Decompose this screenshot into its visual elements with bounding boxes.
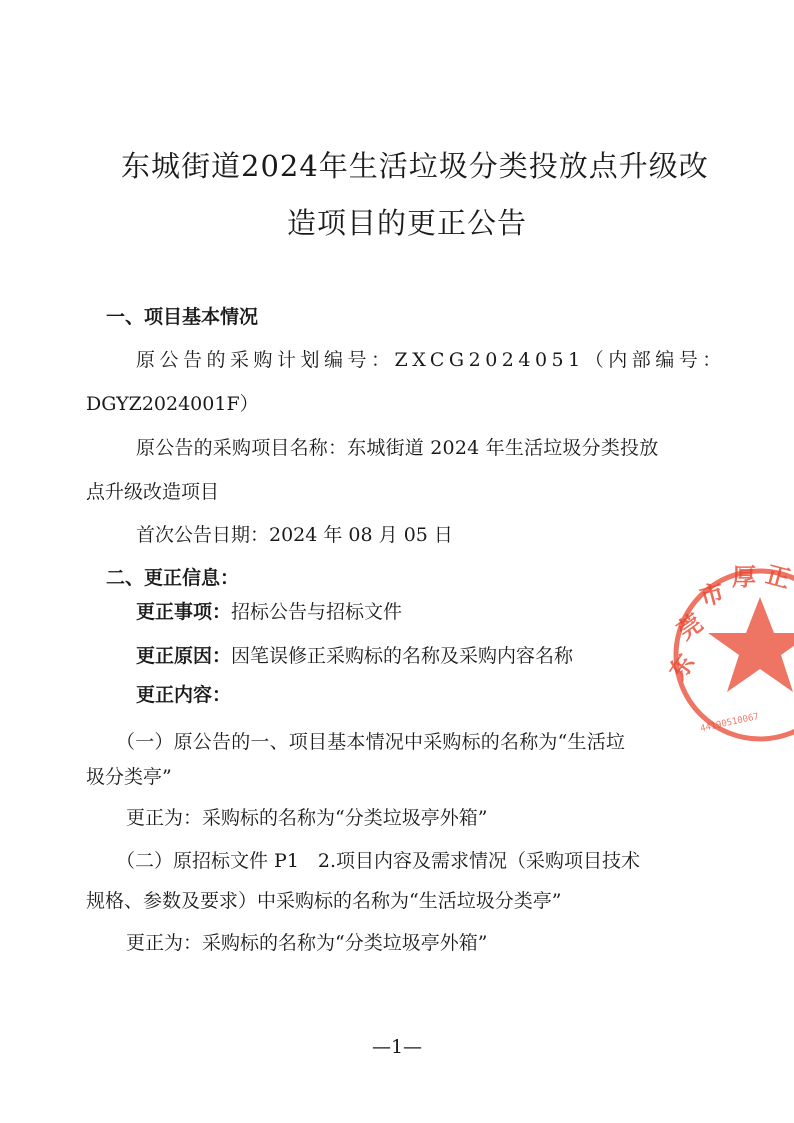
project-name-line-2: 点升级改造项目 (86, 481, 220, 503)
section-2-heading: 二、更正信息： (106, 567, 240, 589)
content-1-line-1: （一）原公告的一、项目基本情况中采购标的名称为“生活垃 (116, 731, 626, 753)
title-line-1: 东城街道2024年生活垃圾分类投放点升级改 (121, 149, 709, 183)
correction-item-value: 招标公告与招标文件 (231, 601, 403, 623)
svg-text:市: 市 (696, 577, 728, 612)
correction-reason (136, 644, 573, 668)
correction-reason-label: 更正原因： (136, 645, 232, 667)
section-1-heading: 一、项目基本情况 (106, 306, 259, 328)
svg-text:东: 东 (662, 648, 701, 685)
content-2-correction: 更正为：采购标的名称为“分类垃圾亭外箱” (126, 932, 488, 954)
correction-reason-value: 因笔误修正采购标的名称及采购内容名称 (231, 645, 574, 667)
content-1-line-2: 圾分类亭” (86, 766, 172, 788)
correction-item (136, 600, 402, 624)
seal-number: 44190510067 (699, 712, 760, 735)
content-1-correction: 更正为：采购标的名称为“分类垃圾亭外箱” (126, 807, 488, 829)
project-name-line-1: 原公告的采购项目名称：东城街道 2024 年生活垃圾分类投放 (136, 437, 659, 459)
correction-content-label: 更正内容： (136, 684, 232, 706)
title-line-2: 造项目的更正公告 (287, 206, 528, 240)
correction-item-label: 更正事项： (136, 601, 232, 623)
page-number: —1— (371, 1036, 423, 1058)
content-2-line-1: （二）原招标文件 P1 2.项目内容及需求情况（采购项目技术 (116, 850, 641, 872)
plan-number-line-2: DGYZ2024001F） (86, 393, 259, 415)
seal-star-icon (708, 597, 794, 692)
official-seal-stamp (660, 555, 794, 755)
first-announcement-date: 首次公告日期：2024 年 08 月 05 日 (136, 524, 453, 546)
plan-number-line-1: 原公告的采购计划编号：ZXCG2024051（内部编号： (136, 349, 726, 371)
svg-text:正: 正 (762, 559, 794, 594)
svg-text:莞: 莞 (671, 607, 708, 646)
svg-text:厚: 厚 (732, 562, 756, 591)
content-2-line-2: 规格、参数及要求）中采购标的名称为“生活垃圾分类亭” (86, 890, 562, 912)
